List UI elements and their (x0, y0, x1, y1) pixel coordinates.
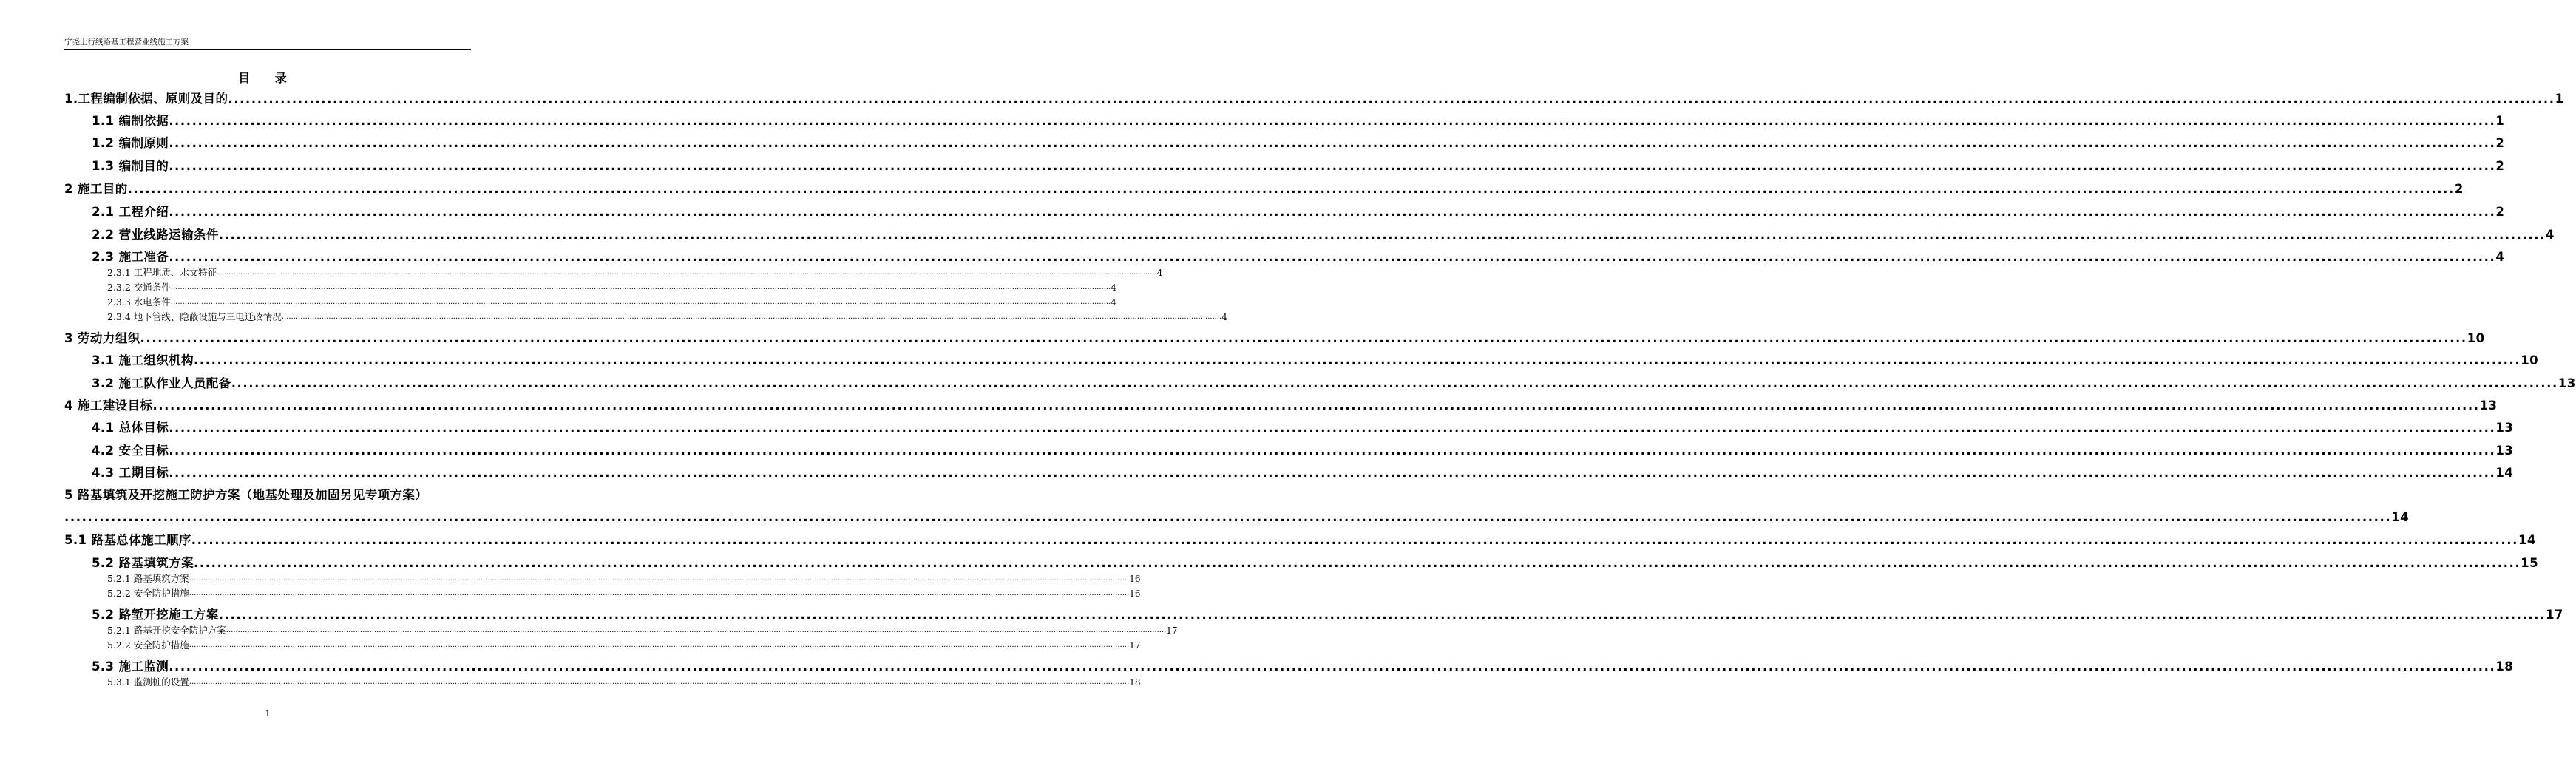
toc-entry-4-2[interactable] (64, 443, 2514, 459)
toc-entry-2-3-3[interactable] (64, 296, 1116, 308)
toc-entry-5-2b-1[interactable] (64, 625, 1178, 637)
toc-entry-label: 1.3 编制目的 (92, 159, 169, 173)
toc-entry-label: 2.3.1 工程地质、水文特征 (107, 267, 217, 278)
page-number: 1 (265, 709, 271, 719)
toc-entry-label: 2.3 施工准备 (92, 250, 169, 264)
toc-entry-page: 14 (2518, 533, 2536, 547)
toc-entry-2-3[interactable] (64, 249, 2505, 265)
toc-leader-dots: ................................................................................................................................................................................................................................................................................................................................................................................................................ (191, 533, 2519, 547)
toc-entry-page: 18 (2495, 659, 2514, 673)
toc-entry-2-3-1[interactable] (64, 267, 1163, 279)
toc-leader-dots: ................................................................................................................................................................................................................................................................................................................................................................................................................ (169, 466, 2496, 480)
toc-entry-label: 5.2 路基填筑方案 (92, 556, 194, 570)
toc-entry-1-2[interactable] (64, 135, 2505, 152)
toc-entry-page: 4 (2546, 228, 2555, 242)
toc-entry-label: 1.工程编制依据、原则及目的 (64, 92, 228, 106)
toc-entry-label: 5.3.1 监测桩的设置 (107, 676, 189, 688)
toc-leader-dots: ................................................................................................................................................................................................................................................................................................................................................................................................................ (189, 574, 1130, 583)
toc-leader-dots: ................................................................................................................................................................................................................................................................................................................................................................................................................ (152, 398, 2480, 413)
toc-entry-page: 17 (1129, 640, 1141, 651)
toc-entry-label: 5.2.1 路基开挖安全防护方案 (107, 625, 226, 636)
toc-entry-page: 2 (2495, 205, 2505, 219)
toc-entry-5-3-1[interactable] (64, 676, 1141, 688)
toc-entry-2-1[interactable] (64, 204, 2505, 220)
toc-leader-dots: ................................................................................................................................................................................................................................................................................................................................................................................................................ (231, 376, 2558, 390)
toc-entry-page: 13 (2558, 376, 2576, 390)
toc-leader-dots: ................................................................................................................................................................................................................................................................................................................................................................................................................ (140, 331, 2467, 345)
toc-leader-dots: ................................................................................................................................................................................................................................................................................................................................................................................................................ (169, 136, 2496, 150)
toc-leader-dots: ................................................................................................................................................................................................................................................................................................................................................................................................................ (170, 298, 1111, 306)
toc-entry-5-title[interactable] (64, 487, 472, 503)
toc-entry-label: 4 施工建设目标 (64, 398, 153, 413)
toc-leader-dots: ................................................................................................................................................................................................................................................................................................................................................................................................................ (169, 421, 2496, 435)
toc-entry-4-3[interactable] (64, 465, 2514, 481)
toc-entry-5-2b[interactable] (64, 607, 2563, 623)
toc-entry-5-leader[interactable] (64, 509, 2409, 526)
toc-entry-page: 2 (2454, 182, 2464, 196)
toc-entry-label: 5.2.1 路基填筑方案 (107, 573, 189, 584)
toc-entry-3-1[interactable] (64, 353, 2538, 369)
toc-entry-label: 4.1 总体目标 (92, 421, 169, 435)
toc-leader-dots: ................................................................................................................................................................................................................................................................................................................................................................................................................ (189, 678, 1130, 686)
toc-entry-page: 4 (1221, 312, 1227, 322)
toc-leader-dots: ................................................................................................................................................................................................................................................................................................................................................................................................................ (189, 641, 1130, 649)
toc-entry-label: 2.3.3 水电条件 (107, 296, 171, 308)
toc-entry-4-1[interactable] (64, 420, 2514, 436)
toc-leader-dots: ................................................................................................................................................................................................................................................................................................................................................................................................................ (169, 159, 2496, 173)
toc-entry-page: 16 (1129, 574, 1141, 584)
toc-entry-label: 4.2 安全目标 (92, 444, 169, 458)
toc-entry-label: 2.3.2 交通条件 (107, 282, 171, 293)
toc-entry-page: 13 (2479, 398, 2498, 413)
toc-entry-5-2[interactable] (64, 555, 2538, 571)
toc-entry-3-2[interactable] (64, 376, 2576, 392)
toc-entry-page: 14 (2495, 466, 2514, 480)
toc-entry-5-2-2[interactable] (64, 588, 1141, 600)
toc-leader-dots: ................................................................................................................................................................................................................................................................................................................................................................................................................ (218, 228, 2546, 242)
toc-entry-page: 1 (2555, 92, 2564, 106)
toc-entry-2-2[interactable] (64, 227, 2555, 243)
toc-entry-page: 4 (1111, 282, 1116, 293)
toc-entry-label: 2.3.4 地下管线、隐蔽设施与三电迁改情况 (107, 311, 282, 322)
toc-entry-label: 5 路基填筑及开挖施工防护方案（地基处理及加固另见专项方案） (64, 488, 428, 502)
toc-entry-label: 2.2 营业线路运输条件 (92, 228, 219, 242)
toc-leader-dots: ................................................................................................................................................................................................................................................................................................................................................................................................................ (169, 205, 2496, 219)
toc-entry-label: 3 劳动力组织 (64, 331, 140, 345)
toc-entry-page: 13 (2495, 444, 2514, 458)
toc-entry-page: 1 (2495, 114, 2505, 128)
toc-entry-label: 2 施工目的 (64, 182, 128, 196)
toc-entry-label: 1.2 编制原则 (92, 136, 169, 150)
toc-leader-dots: ................................................................................................................................................................................................................................................................................................................................................................................................................ (169, 444, 2496, 458)
toc-entry-1-1[interactable] (64, 113, 2505, 129)
toc-entry-page: 2 (2495, 136, 2505, 150)
toc-entry-label: 4.3 工期目标 (92, 466, 169, 480)
running-header (64, 36, 471, 50)
toc-entry-page: 17 (1166, 625, 1178, 636)
toc-entry-page: 4 (1156, 268, 1163, 278)
toc-leader-dots: ................................................................................................................................................................................................................................................................................................................................................................................................................ (281, 313, 1222, 321)
toc-entry-page: 15 (2521, 556, 2538, 570)
toc-leader-dots: ................................................................................................................................................................................................................................................................................................................................................................................................................ (218, 608, 2546, 622)
toc-entry-1-3[interactable] (64, 158, 2505, 174)
toc-leader-dots: ................................................................................................................................................................................................................................................................................................................................................................................................................ (64, 510, 2392, 524)
toc-entry-page: 2 (2495, 159, 2505, 173)
toc-entry-label: 2.1 工程介绍 (92, 205, 169, 219)
toc-entry-4[interactable] (64, 398, 2498, 414)
toc-entry-5-1[interactable] (64, 532, 2536, 549)
toc-entry-2-3-4[interactable] (64, 311, 1227, 323)
toc-entry-page: 4 (2495, 250, 2505, 264)
toc-entry-label: 3.1 施工组织机构 (92, 353, 194, 367)
toc-entry-page: 13 (2495, 421, 2514, 435)
toc-entry-5-2b-2[interactable] (64, 639, 1141, 651)
toc-entry-3[interactable] (64, 330, 2485, 347)
toc-leader-dots: ................................................................................................................................................................................................................................................................................................................................................................................................................ (169, 659, 2496, 673)
toc-entry-label: 3.2 施工队作业人员配备 (92, 376, 231, 390)
toc-leader-dots: ................................................................................................................................................................................................................................................................................................................................................................................................................ (170, 283, 1111, 291)
toc-entry-page: 18 (1129, 677, 1141, 688)
toc-entry-2[interactable] (64, 181, 2464, 197)
toc-entry-page: 17 (2546, 608, 2563, 622)
toc-entry-page: 16 (1129, 588, 1141, 599)
toc-leader-dots: ................................................................................................................................................................................................................................................................................................................................................................................................................ (193, 556, 2521, 570)
toc-leader-dots: ................................................................................................................................................................................................................................................................................................................................................................................................................ (169, 250, 2496, 264)
toc-entry-5-2-1[interactable] (64, 573, 1141, 585)
toc-entry-label: 5.2.2 安全防护措施 (107, 639, 189, 651)
toc-entry-2-3-2[interactable] (64, 282, 1116, 293)
toc-leader-dots: ................................................................................................................................................................................................................................................................................................................................................................................................................ (226, 626, 1167, 634)
toc-leader-dots: ................................................................................................................................................................................................................................................................................................................................................................................................................ (217, 268, 1157, 276)
toc-leader-dots: ................................................................................................................................................................................................................................................................................................................................................................................................................ (193, 353, 2521, 367)
toc-entry-label: 5.2 路堑开挖施工方案 (92, 608, 219, 622)
toc-entry-page: 10 (2467, 331, 2485, 345)
toc-entry-label: 1.1 编制依据 (92, 114, 169, 128)
page-footer (0, 709, 535, 719)
toc-leader-dots: ................................................................................................................................................................................................................................................................................................................................................................................................................ (169, 114, 2496, 128)
toc-title: 目 录 (238, 71, 297, 85)
toc-entry-label: 5.3 施工监测 (92, 659, 169, 673)
toc-leader-dots: ................................................................................................................................................................................................................................................................................................................................................................................................................ (228, 92, 2555, 106)
toc-entry-page: 14 (2391, 510, 2409, 524)
toc-entry-page: 10 (2521, 353, 2538, 367)
running-header-title: 宁尧上行线路基工程营业线施工方案 (64, 38, 189, 47)
toc-entry-label: 5.2.2 安全防护措施 (107, 588, 189, 599)
toc-leader-dots: ................................................................................................................................................................................................................................................................................................................................................................................................................ (189, 589, 1130, 597)
toc-entry-label: 5.1 路基总体施工顺序 (64, 533, 191, 547)
toc-leader-dots: ................................................................................................................................................................................................................................................................................................................................................................................................................ (127, 182, 2455, 196)
toc-entry-page: 4 (1111, 297, 1116, 308)
toc-entry-1[interactable] (64, 91, 2564, 107)
toc-entry-5-3[interactable] (64, 659, 2514, 675)
